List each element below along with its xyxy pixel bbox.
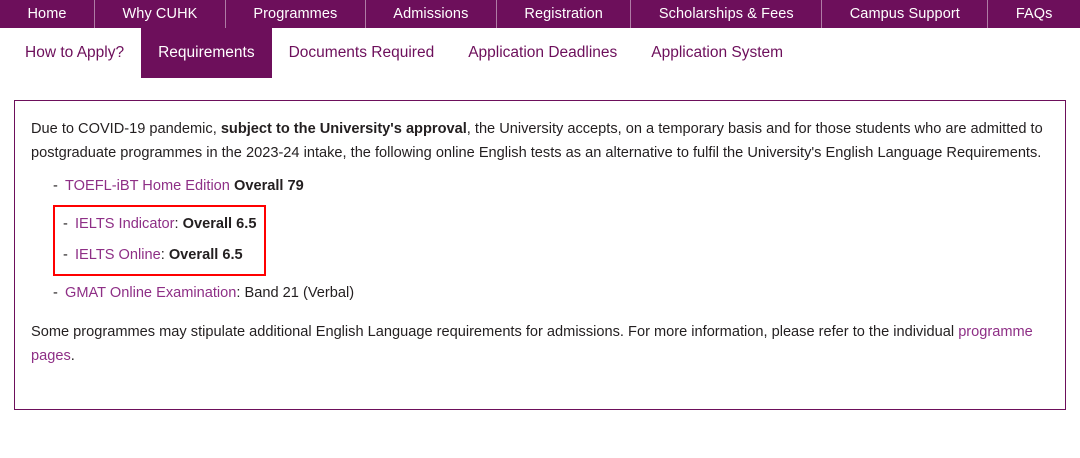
nav-item-admissions[interactable]: Admissions [366, 0, 497, 28]
footer-text: Some programmes may stipulate additional English Language requirements for admissions. For more information, please refer to the individual [31, 323, 959, 340]
intro-bold-clause: subject to the University's approval [220, 121, 467, 137]
link-programme-pages[interactable]: programme pages [31, 323, 1033, 365]
list-item-gmat-online-examination [31, 278, 1045, 309]
value-ielts-indicator-score: Overall 6.5 [182, 215, 257, 232]
nav-item-home[interactable]: Home [0, 0, 95, 28]
nav-item-campus-support[interactable]: Campus Support [822, 0, 988, 28]
ielts-highlight-box [53, 205, 266, 277]
separator-ielts-indicator: : [174, 215, 183, 232]
footer-end: . [70, 348, 75, 365]
list-item-toefl-ibt-home-edition [31, 171, 1045, 202]
english-requirements-panel [14, 100, 1066, 410]
bullet-dash: - [53, 285, 58, 302]
link-gmat-online-examination[interactable]: GMAT Online Examination [65, 285, 237, 302]
value-toefl-score: Overall 79 [233, 178, 304, 195]
intro-part-2: , the University accepts, on a temporary basis and for those students who are admitted to postgraduate programmes in the 2023-24 intake, the following online English tests as an alternative to fulfil the University's English Language Requirements. [31, 121, 1043, 162]
link-ielts-online[interactable]: IELTS Online [75, 247, 161, 264]
main-content [0, 78, 1080, 410]
link-ielts-indicator[interactable]: IELTS Indicator [75, 215, 175, 232]
separator-gmat: : [236, 285, 245, 302]
bullet-dash: - [53, 178, 58, 195]
nav-item-programmes[interactable]: Programmes [226, 0, 366, 28]
list-item-ielts-indicator [63, 209, 256, 240]
tab-application-deadlines[interactable]: Application Deadlines [468, 44, 618, 61]
value-ielts-online-score: Overall 6.5 [168, 247, 243, 264]
tab-application-system[interactable]: Application System [651, 44, 784, 61]
secondary-navigation [0, 28, 1080, 78]
accepted-tests-list [31, 171, 1045, 202]
link-toefl-ibt-home-edition[interactable]: TOEFL-iBT Home Edition [65, 178, 230, 195]
tab-documents-required[interactable]: Documents Required [288, 44, 435, 61]
footer-paragraph [31, 320, 1045, 368]
list-item-ielts-online [63, 240, 256, 271]
bullet-dash: - [63, 247, 68, 264]
tab-requirements[interactable]: Requirements [141, 28, 272, 78]
nav-item-scholarships-fees[interactable]: Scholarships & Fees [631, 0, 822, 28]
nav-item-faqs[interactable]: FAQs [1015, 6, 1053, 22]
accepted-tests-list-continued [31, 278, 1045, 309]
primary-navigation [0, 0, 1080, 28]
nav-item-why-cuhk[interactable]: Why CUHK [95, 0, 226, 28]
value-gmat-score: Band 21 (Verbal) [244, 285, 355, 302]
bullet-dash: - [63, 215, 68, 232]
separator-ielts-online: : [160, 247, 169, 264]
intro-paragraph [31, 117, 1045, 165]
intro-part-1: Due to COVID-19 pandemic, [31, 121, 221, 137]
tab-how-to-apply[interactable]: How to Apply? [25, 44, 125, 61]
nav-item-registration[interactable]: Registration [497, 0, 632, 28]
